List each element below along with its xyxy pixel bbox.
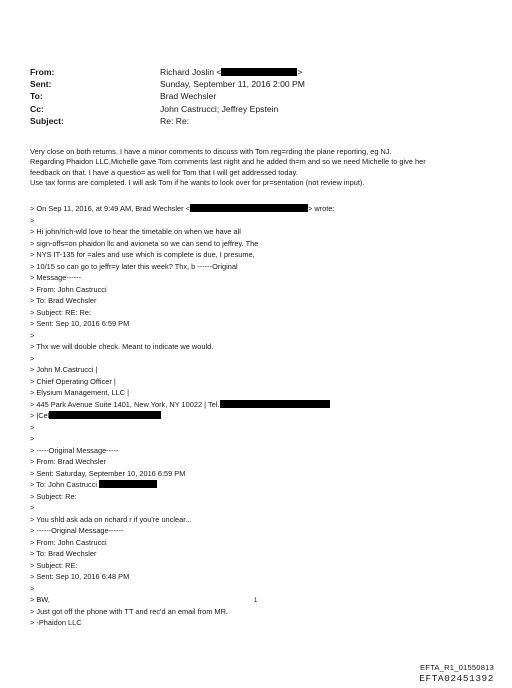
subject-label: Subject:: [30, 115, 64, 126]
quoted-line: > From: John Castrucci: [30, 537, 107, 547]
quoted-line: > BW,: [30, 595, 50, 604]
quoted-line: > Hi john/rich-wld love to hear the timetable on when we have all: [30, 227, 241, 236]
quoted-line: > John M.Castrucci |: [30, 365, 98, 374]
quoted-line: > Elysium Management, LLC |: [30, 388, 130, 397]
quoted-thread: [30, 203, 500, 629]
quoted-lines-group: [30, 215, 500, 399]
quoted-line: > Thx we will double check. Meant to indicate we would.: [30, 342, 214, 351]
quoted-lines-group: [30, 491, 500, 629]
quoted-line: > Just got off the phone with TT and rec'd an email from MR.: [30, 606, 228, 616]
quoted-line: > Chief Operating Officer |: [30, 376, 116, 386]
to-row: [30, 90, 490, 102]
cc-value: John Castrucci; Jeffrey Epstein: [160, 103, 279, 114]
quoted-line: > Subject: Re:: [30, 491, 77, 501]
redaction-bar: [49, 411, 161, 419]
quoted-line: > Subject: RE: Re:: [30, 307, 92, 317]
cc-label: Cc:: [30, 103, 44, 114]
redaction-bar: [221, 68, 297, 76]
quoted-lines-group: [30, 422, 500, 480]
quoted-line: > sign-offs=on phaidon llc and avioneta so we can send to jeffrey. The: [30, 238, 259, 248]
efta-id-large: EFTA02451392: [419, 673, 494, 684]
redaction-bar: [220, 400, 330, 408]
quoted-line: > Subject: RE:: [30, 560, 78, 570]
quoted-line: >: [30, 330, 35, 340]
quoted-line: > -Phaidon LLC: [30, 618, 82, 627]
quoted-line: > ------Original Message------: [30, 526, 124, 535]
quoted-line: > Sent: Sep 10, 2016 6:48 PM: [30, 572, 130, 581]
quoted-line: > To: Brad Wechsler: [30, 296, 97, 305]
efta-id-small: EFTA_R1_01550813: [420, 663, 494, 672]
body-line: Use tax forms are completed. I will ask Tom if he wants to look over for pr=sentation (not review input).: [30, 177, 365, 187]
quoted-line: > From: John Castrucci: [30, 284, 107, 294]
to-value: Brad Wechsler: [160, 91, 217, 102]
quoted-line: > From: Brad Wechsler: [30, 457, 107, 466]
quoted-wrote-line: > On Sep 11, 2016, at 9:49 AM, Brad Wechsler < > wrote:: [30, 204, 335, 213]
body-line: Regarding Phaidon LLC,Michelle gave Tom comments last night and he added th=m and so we need Michelle to give her: [30, 157, 426, 167]
quoted-line: > Sent: Saturday, September 10, 2016 6:59 PM: [30, 468, 186, 478]
email-header: [30, 66, 490, 127]
body-line: feedback on that. I have a questio= as well for Tom that I will get addressed today.: [30, 167, 298, 177]
sent-label: Sent:: [30, 79, 52, 90]
cc-row: [30, 103, 490, 115]
quoted-line: > Message------: [30, 273, 82, 282]
quoted-cel-line: > |Cel: [30, 410, 500, 422]
quoted-address-line: > 445 Park Avenue Suite 1401, New York, NY 10022 | Tel.: [30, 399, 500, 411]
from-row: [30, 66, 490, 78]
quoted-line: >: [30, 503, 35, 512]
to-label: To:: [30, 91, 43, 102]
from-suffix: >: [297, 67, 303, 77]
email-body: [30, 147, 500, 188]
quoted-line: >: [30, 434, 35, 443]
quoted-line: >: [30, 422, 35, 432]
quoted-line: > 10/15 so can go to jeffr=y later this week? Thx, b ------Original: [30, 261, 238, 271]
sent-row: [30, 78, 490, 90]
quoted-line: >: [30, 215, 35, 225]
quoted-line: > You shld ask ada on richard r if you're unclear...: [30, 514, 192, 524]
from-label: From:: [30, 67, 55, 77]
quoted-line: >: [30, 583, 35, 593]
subject-value: Re: Re:: [160, 115, 190, 126]
quoted-line: > Sent: Sep 10, 2016 6:59 PM: [30, 319, 130, 328]
quoted-to-line: > To: John Castrucci: [30, 479, 500, 491]
quoted-line: >: [30, 353, 35, 363]
quoted-line: > NYS IT-135 for =ales and use which is complete is due, I presume,: [30, 250, 255, 259]
quoted-line: > To: Brad Wechsler: [30, 549, 97, 558]
from-value: Richard Joslin <: [160, 67, 222, 77]
page-number: 1: [254, 598, 258, 604]
sent-value: Sunday, September 11, 2016 2:00 PM: [160, 79, 305, 90]
redaction-bar: [190, 204, 308, 212]
subject-row: [30, 115, 490, 127]
redaction-bar: [99, 480, 157, 488]
body-line: Very close on both returns. I have a minor comments to discuss with Tom reg=rding the plane reporting, eg NJ.: [30, 147, 392, 156]
quoted-line: > -----Original Message-----: [30, 445, 119, 455]
